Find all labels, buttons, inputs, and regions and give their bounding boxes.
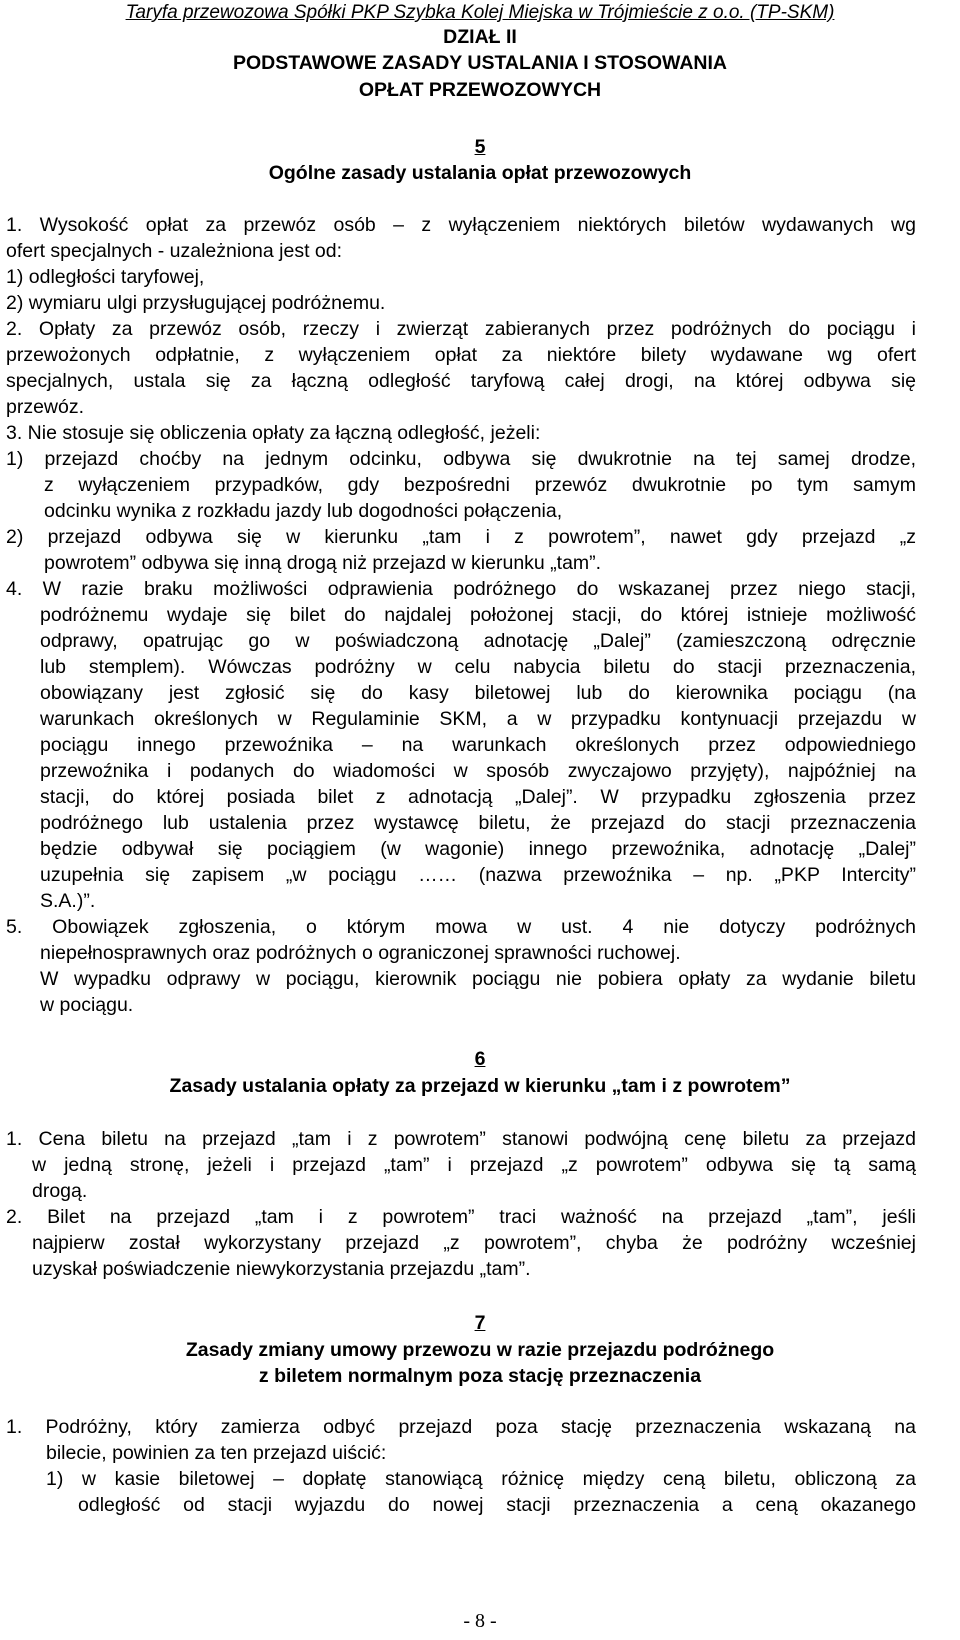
section-5-line: lub stemplem). Wówczas podróżny w celu nabycia biletu do stacji przeznaczenia, (40, 656, 916, 678)
section-5-line: 1. Wysokość opłat za przewóz osób – z wyłączeniem niektórych biletów wydawanych wg (6, 214, 916, 236)
section-6-number: 6 (474, 1048, 486, 1070)
section-5-line: 1) odległości taryfowej, (6, 266, 205, 288)
section-5-line: przewoźnika i podanych do wiadomości w sposób zwyczajowo przyjęty), najpóźniej na (40, 760, 916, 782)
division-label: DZIAŁ II (443, 26, 517, 48)
section-6-line: najpierw został wykorzystany przejazd „z powrotem”, chyba że podróżny wcześniej (32, 1232, 916, 1254)
section-5-line: pociągu innego przewoźnika – na warunkach określonych przez odpowiedniego (40, 734, 916, 756)
section-6-line: 1. Cena biletu na przejazd „tam i z powrotem” stanowi podwójną cenę biletu za przejazd (6, 1128, 916, 1150)
section-5-line: podróżnemu wydaje się bilet do najdalej położonej stacji, do której istnieje możliwość (40, 604, 916, 626)
page-number: - 8 - (463, 1610, 497, 1632)
section-5-line: 3. Nie stosuje się obliczenia opłaty za łączną odległość, jeżeli: (6, 422, 541, 444)
section-5-line: obowiązany jest zgłosić się do kasy biletowej lub do kierownika pociągu (na (40, 682, 916, 704)
section-5-number: 5 (474, 136, 486, 158)
section-5-line: uzupełnia się zapisem „w pociągu …… (nazwa przewoźnika – np. „PKP Intercity” (40, 864, 916, 886)
section-5-title: Ogólne zasady ustalania opłat przewozowych (268, 162, 692, 184)
section-7-title-line-1: Zasady zmiany umowy przewozu w razie przejazdu podróżnego (185, 1339, 775, 1361)
section-5-line: 4. W razie braku możliwości odprawienia podróżnego do wskazanej przez niego stacji, (6, 578, 916, 600)
section-6-line: w jedną stronę, jeżeli i przejazd „tam” i przejazd „z powrotem” odbywa się tą samą (32, 1154, 916, 1176)
section-5-line: odprawy, opatrując go w poświadczoną adnotację „Dalej” (zamieszczoną odręcznie (40, 630, 916, 652)
section-5-line: powrotem” odbywa się inną drogą niż przejazd w kierunku „tam”. (44, 552, 602, 574)
section-5-line: z wyłączeniem przypadków, gdy bezpośredni przewóz dwukrotnie po tym samym (44, 474, 916, 496)
section-5-line: przewożonych odpłatnie, z wyłączeniem opłat za niektóre bilety wydawane wg ofert (6, 344, 916, 366)
section-5-line: W wypadku odprawy w pociągu, kierownik pociągu nie pobiera opłaty za wydanie biletu (40, 968, 916, 990)
section-5-line: niepełnosprawnych oraz podróżnych o ograniczonej sprawności ruchowej. (40, 942, 681, 964)
section-5-line: odcinku wynika z rozkładu jazdy lub dogodności połączenia, (44, 500, 563, 522)
section-5-line: będzie odbywał się pociągiem (w wagonie) innego przewoźnika, adnotację „Dalej” (40, 838, 916, 860)
section-5-line: podróżnego lub ustalenia przez wystawcę biletu, że przejazd do stacji przeznaczenia (40, 812, 916, 834)
section-7-line: 1. Podróżny, który zamierza odbyć przejazd poza stację przeznaczenia wskazaną na (6, 1416, 916, 1438)
section-5-line: S.A.)”. (40, 890, 96, 912)
section-6-line: uzyskał poświadczenie niewykorzystania przejazdu „tam”. (32, 1258, 531, 1280)
section-7-line: bilecie, powinien za ten przejazd uiścić: (46, 1442, 387, 1464)
section-5-line: 1) przejazd choćby na jednym odcinku, odbywa się dwukrotnie na tej samej drodze, (6, 448, 916, 470)
section-5-line: 2. Opłaty za przewóz osób, rzeczy i zwierząt zabieranych przez podróżnych do pociągu i (6, 318, 916, 340)
section-7-title-line-2: z biletem normalnym poza stację przeznaczenia (258, 1365, 702, 1387)
section-6-line: drogą. (32, 1180, 88, 1202)
division-title-line-1: PODSTAWOWE ZASADY USTALANIA I STOSOWANIA (232, 52, 727, 74)
section-5-line: w pociągu. (40, 994, 134, 1016)
section-5-line: specjalnych, ustala się za łączną odległość taryfową całej drogi, na której odbywa się (6, 370, 916, 392)
section-5-line: 2) przejazd odbywa się w kierunku „tam i z powrotem”, nawet gdy przejazd „z (6, 526, 916, 548)
section-7-line: odległość od stacji wyjazdu do nowej stacji przeznaczenia a ceną okazanego (78, 1494, 916, 1516)
section-7-line: 1) w kasie biletowej – dopłatę stanowiącą różnicę między ceną biletu, obliczoną za (46, 1468, 916, 1490)
section-7-number: 7 (474, 1312, 486, 1334)
section-6-line: 2. Bilet na przejazd „tam i z powrotem” traci ważność na przejazd „tam”, jeśli (6, 1206, 916, 1228)
section-5-line: 5. Obowiązek zgłoszenia, o którym mowa w ust. 4 nie dotyczy podróżnych (6, 916, 916, 938)
section-5-line: warunkach określonych w Regulaminie SKM, a w przypadku kontynuacji przejazdu w (40, 708, 916, 730)
section-5-line: przewóz. (6, 396, 85, 418)
document-header: Taryfa przewozowa Spółki PKP Szybka Kolej Miejska w Trójmieście z o.o. (TP-SKM) (125, 2, 835, 23)
section-5-line: ofert specjalnych - uzależniona jest od: (6, 240, 343, 262)
section-6-title: Zasady ustalania opłaty za przejazd w kierunku „tam i z powrotem” (169, 1075, 791, 1097)
division-title-line-2: OPŁAT PRZEWOZOWYCH (358, 79, 602, 101)
section-5-line: stacji, do której posiada bilet z adnotacją „Dalej”. W przypadku zgłoszenia przez (40, 786, 916, 808)
section-5-line: 2) wymiaru ulgi przysługującej podróżnemu. (6, 292, 386, 314)
